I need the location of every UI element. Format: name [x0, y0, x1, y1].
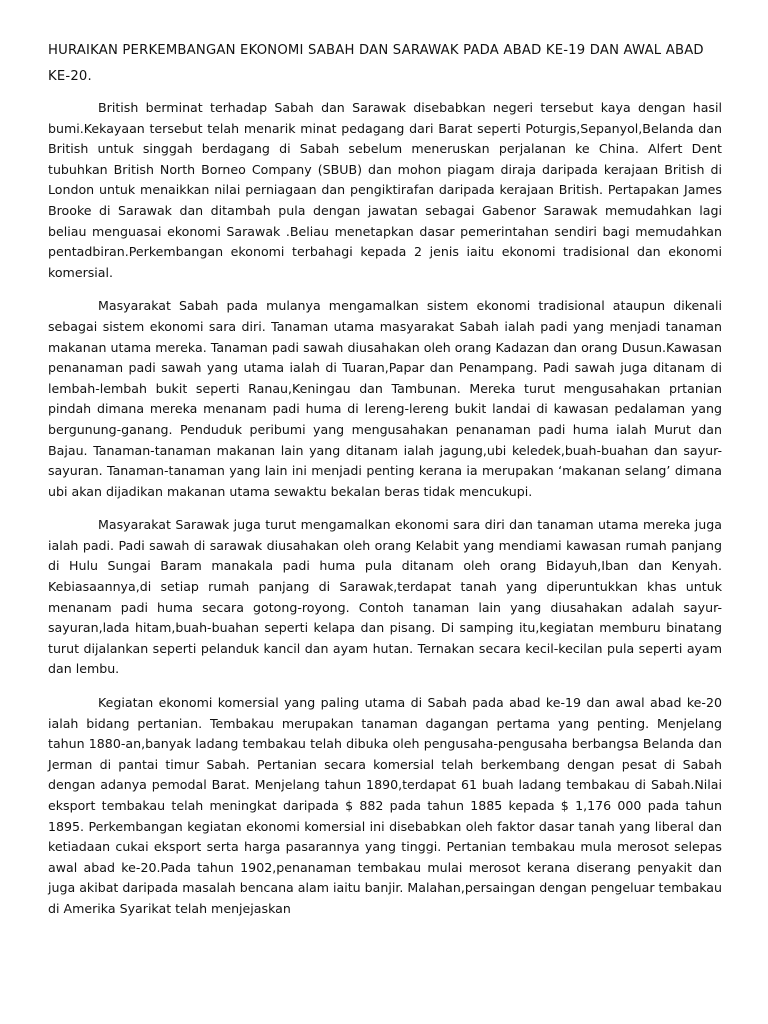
paragraph-4: Kegiatan ekonomi komersial yang paling utama di Sabah pada abad ke-19 dan awal abad ke-20 ialah bidang pertanian. Tembakau merupakan tanaman dagangan pertama yang penting. Menjelang tahun 1880-an,banyak ladang tembakau telah dibuka oleh pengusaha-pengusaha berbangsa Belanda dan Jerman di pantai timur Sabah. Pertanian secara komersial telah berkembang dengan pesat di Sabah dengan adanya pemodal Barat. Menjelang tahun 1890,terdapat 61 buah ladang tembakau di Sabah.Nilai eksport tembakau telah meningkat daripada $ 882 pada tahun 1885 kepada $ 1,176 000 pada tahun 1895. Perkembangan kegiatan ekonomi komersial ini disebabkan oleh faktor dasar tanah yang liberal dan ketiadaan cukai eksport serta harga pasarannya yang tinggi. Pertanian tembakau mula merosot selepas awal abad ke-20.Pada tahun 1902,penanaman tembakau mulai merosot kerana diserang penyakit dan juga akibat daripada masalah bencana alam iaitu banjir. Malahan,persaingan dengan pengeluar tembakau di Amerika Syarikat telah menjejaskan	[48, 695, 722, 916]
document-title: HURAIKAN PERKEMBANGAN EKONOMI SABAH DAN SARAWAK PADA ABAD KE-19 DAN AWAL ABAD KE-20.	[48, 43, 704, 84]
paragraph-1: British berminat terhadap Sabah dan Sarawak disebabkan negeri tersebut kaya dengan hasil bumi.Kekayaan tersebut telah menarik minat pedagang dari Barat seperti Poturgis,Sepanyol,Belanda dan British untuk singgah berdagang di Sabah sebelum meneruskan perjalanan ke China. Alfert Dent tubuhkan British North Borneo Company (SBUB) dan mohon piagam diraja daripada kerajaan British di London untuk menaikkan nilai perniagaan dan pengiktirafan daripada kerajaan British. Pertapakan James Brooke di Sarawak dan ditambah pula dengan jawatan sebagai Gabenor Sarawak memudahkan lagi beliau menguasai ekonomi Sarawak .Beliau menetapkan dasar pemerintahan sendiri bagi memudahkan pentadbiran.Perkembangan ekonomi terbahagi kepada 2 jenis iaitu ekonomi tradisional dan ekonomi komersial.	[48, 100, 722, 280]
paragraph-2: Masyarakat Sabah pada mulanya mengamalkan sistem ekonomi tradisional ataupun dikenali sebagai sistem ekonomi sara diri. Tanaman utama masyarakat Sabah ialah padi yang menjadi tanaman makanan utama mereka. Tanaman padi sawah diusahakan oleh orang Kadazan dan orang Dusun.Kawasan penanaman padi sawah yang utama ialah di Tuaran,Papar dan Penampang. Padi sawah juga ditanam di lembah-lembah bukit seperti Ranau,Keningau dan Tambunan. Mereka turut mengusahakan prtanian pindah dimana mereka menanam padi huma di lereng-lereng bukit landai di kawasan pedalaman yang bergunung-ganang. Penduduk peribumi yang mengusahakan penanaman padi huma ialah Murut dan Bajau. Tanaman-tanaman makanan lain yang ditanam ialah jagung,ubi keledek,buah-buahan dan sayur-sayuran. Tanaman-tanaman yang lain ini menjadi penting kerana ia merupakan ‘makanan selang’ dimana ubi akan dijadikan makanan utama sewaktu bekalan beras tidak mencukupi.	[48, 298, 722, 499]
paragraph-3: Masyarakat Sarawak juga turut mengamalkan ekonomi sara diri dan tanaman utama mereka juga ialah padi. Padi sawah di sarawak diusahakan oleh orang Kelabit yang mendiami kawasan rumah panjang di Hulu Sungai Baram manakala padi huma pula ditanam oleh orang Bidayuh,Iban dan Kenyah. Kebiasaannya,di setiap rumah panjang di Sarawak,terdapat tanah yang diperuntukkan khas untuk menanam padi huma secara gotong-royong. Contoh tanaman lain yang diusahakan adalah sayur-sayuran,lada hitam,buah-buahan seperti kelapa dan pisang. Di samping itu,kegiatan memburu binatang turut dijalankan seperti pelanduk kancil dan ayam hutan. Ternakan secara kecil-kecilan pula seperti ayam dan lembu.	[48, 517, 722, 677]
